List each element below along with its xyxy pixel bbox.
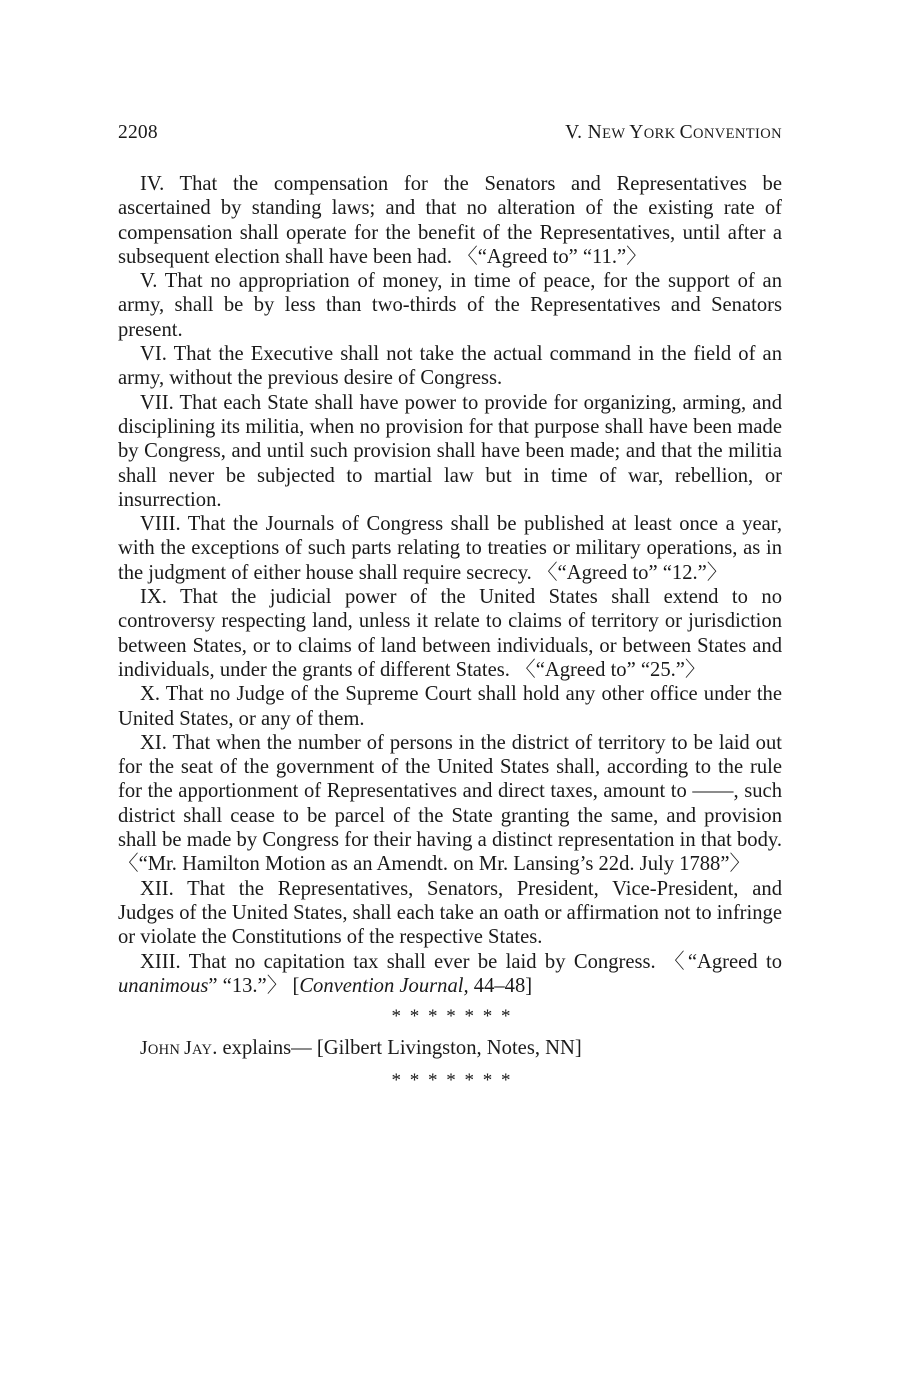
section-separator: * * * * * * * [391, 1006, 513, 1028]
running-head-part: EW [602, 126, 630, 142]
amendment-paragraph-v: V. That no appropriation of money, in time of peace, for the support of an army, shall be by less than two-thirds of the Representatives and Senators present. [118, 270, 782, 341]
amendment-paragraph-iv: IV. That the compensation for the Senators and Representatives be ascertained by standing laws; and that no alteration of the existing rate of compensation shall operate for the benefit of the Representatives, until after a subsequent election shall have been had. 〈“Agreed to” “11.”〉 [118, 173, 782, 268]
running-head [565, 122, 782, 144]
italic-word: unanimous [118, 974, 209, 997]
document-body [118, 172, 782, 998]
amendment-paragraph-xi: XI. That when the number of persons in the district of territory to be laid out for the seat of the government of the United States shall, according to the rule for the apportionment of Representatives and direct taxes, amount to ——, such district shall cease to be parcel of the State granting the same, and provision shall be made by Congress for their having a distinct representation in that body. 〈“Mr. Hamilton Motion as an Amendt. on Mr. Lansing’s 22d. July 1788”〉 [118, 731, 782, 876]
running-head-part: ORK [643, 126, 680, 142]
amendment-paragraph-vii: VII. That each State shall have power to provide for organizing, arming, and disciplining its militia, when no provision for that purpose shall have been made by Congress, and until such provision shall have been made; and that the militia shall never be subjected to martial law but in time of war, rebellion, or insurrection. [118, 391, 782, 511]
speaker-line [118, 1036, 782, 1062]
speaker-text: . explains— [Gilbert Livingston, Notes, NN] [212, 1037, 582, 1060]
source-title: Convention Journal, [299, 974, 469, 997]
document-page [118, 122, 782, 1094]
running-head-part: ONVENTION [693, 126, 782, 142]
section-separator: * * * * * * * [391, 1070, 513, 1092]
speaker-name [140, 1037, 212, 1059]
paragraph-text: XIII. That no capitation tax shall ever be laid by Congress. 〈“Agreed to [140, 950, 782, 973]
speaker-name-part: AY [192, 1042, 213, 1059]
page-number: 2208 [118, 122, 158, 143]
amendment-paragraph-x: X. That no Judge of the Supreme Court shall hold any other office under the United States, or any of them. [118, 683, 782, 730]
paragraph-text: ” “13.”〉 [ [208, 974, 300, 997]
amendment-paragraph-viii: VIII. That the Journals of Congress shall be published at least once a year, with the exceptions of such parts relating to treaties or military operations, as in the judgment of either house shall require secrecy. 〈“Agreed to” “12.”〉 [118, 513, 782, 584]
running-head-part: Y [629, 122, 644, 143]
speaker-name-part: OHN [147, 1042, 185, 1059]
running-head-part: C [679, 122, 694, 143]
page-header [118, 122, 782, 148]
amendment-paragraph-xii: XII. That the Representatives, Senators, President, Vice-President, and Judges of the United States, shall each take an oath or affirmation not to infringe or violate the Constitutions of the respective States. [118, 877, 782, 949]
running-head-part: V. N [565, 122, 603, 143]
amendment-paragraph-ix: IX. That the judicial power of the United States shall extend to no controversy respecting land, unless it relate to claims of territory or jurisdiction between States, or to claims of land between individuals, or between States and individuals, under the grants of different States. 〈“Agreed to” “25.”〉 [118, 586, 782, 681]
amendment-paragraph-xiii [118, 950, 782, 999]
amendment-paragraph-vi: VI. That the Executive shall not take the actual command in the field of an army, without the previous desire of Congress. [118, 343, 782, 390]
speaker-name-part: J [140, 1038, 148, 1060]
source-pages: 44–48] [468, 974, 533, 997]
speaker-name-part: J [184, 1038, 193, 1060]
